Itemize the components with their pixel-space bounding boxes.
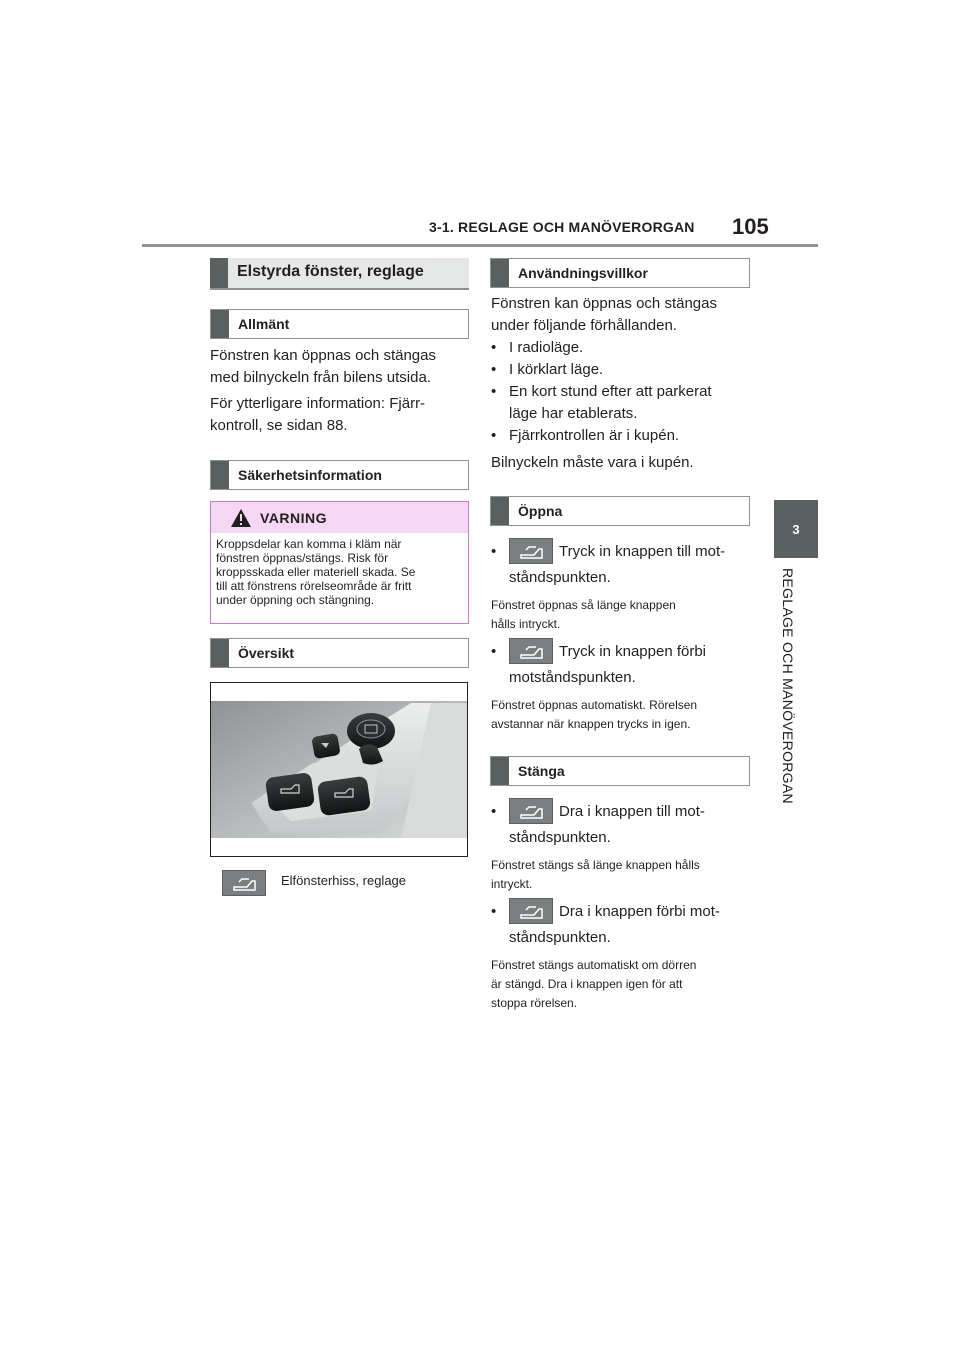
list-item [491,798,753,824]
chapter-tab-number: 3 [792,521,800,537]
list-item-text: I radioläge. [509,339,584,356]
chapter-tab [774,500,818,558]
bullet: • [491,361,497,378]
text-line: Fönstret stängs automatiskt om dörren [491,958,697,972]
bullet: • [491,427,497,444]
text-line: hålls intryckt. [491,617,561,631]
text-line: med bilnyckeln från bilens utsida. [210,369,431,386]
heading-marker [211,461,229,489]
window-switch-icon [509,638,553,664]
heading-marker [211,310,229,338]
text-line: Fönstret öppnas automatiskt. Rörelsen [491,698,698,712]
section-title-elstyrda [210,258,469,290]
list-item-text: Dra i knappen förbi mot- [559,902,720,920]
warning-line: Kroppsdelar kan komma i kläm när [216,537,402,551]
switch-panel-photo [210,682,468,857]
text-line: intryckt. [491,877,533,891]
heading-stanga-text: Stänga [518,763,565,779]
oppna-item-1-desc [491,596,753,634]
heading-anvandning [490,258,750,288]
warning-line: fönstren öppnas/stängs. Risk för [216,551,389,565]
section-marker [210,258,228,288]
list-item-continuation: ståndspunkten. [509,829,611,846]
text-line: stoppa rörelsen. [491,996,578,1010]
heading-sakerhet-text: Säkerhetsinformation [238,467,382,483]
bullet: • [491,902,497,920]
stanga-item-1-desc [491,856,753,894]
list-item-continuation: läge har etablerats. [509,405,638,422]
anvandning-text [491,293,753,474]
bullet: • [491,542,497,560]
chapter-tab-label: REGLAGE OCH MANÖVERORGAN [780,568,796,804]
warning-line: kroppsskada eller materiell skada. Se [216,565,416,579]
list-item-continuation: ståndspunkten. [509,929,611,946]
list-item [491,898,753,924]
text-line: avstannar när knappen trycks in igen. [491,717,691,731]
list-item-text: Dra i knappen till mot- [559,802,705,820]
heading-anvandning-text: Användningsvillkor [518,265,648,281]
section-title-text: Elstyrda fönster, reglage [237,263,424,280]
warning-line: under öppning och stängning. [216,593,375,607]
warning-header [211,502,468,533]
list-item-text: Fjärrkontrollen är i kupén. [509,427,680,444]
list-item-text: I körklart läge. [509,361,604,378]
text-line: Fönstren kan öppnas och stängas [491,295,717,312]
oppna-item-2-desc [491,696,753,734]
heading-stanga [490,756,750,786]
chapter-title: 3-1. REGLAGE OCH MANÖVERORGAN [429,219,695,235]
list-item-continuation: ståndspunkten. [509,569,611,586]
text-line: Fönstren kan öppnas och stängas [210,347,436,364]
text-line: För ytterligare information: Fjärr- [210,395,426,412]
bullet: • [491,339,497,356]
heading-marker [491,497,509,525]
bullet: • [491,802,497,820]
heading-sakerhet [210,460,469,490]
warning-box [210,501,469,624]
header-rule [142,244,818,247]
heading-oppna-text: Öppna [518,503,563,519]
list-item-text: Tryck in knappen förbi [559,642,707,660]
oppna-item-1 [491,538,753,634]
heading-oppna [490,496,750,526]
stanga-item-1 [491,798,753,894]
list-item-text: Tryck in knappen till mot- [559,542,726,560]
list-item [491,359,753,381]
heading-oversikt [210,638,469,668]
warning-line: till att fönstrens rörelseområde är fritt [216,579,412,593]
list-item [491,337,753,359]
text-line: Fönstret öppnas så länge knappen [491,598,676,612]
window-switch-icon [509,798,553,824]
heading-marker [211,639,229,667]
warning-triangle-icon [230,508,252,528]
window-switch-panel-illustration [211,683,467,856]
warning-text [216,537,464,607]
text-line: är stängd. Dra i knappen igen för att [491,977,683,991]
heading-marker [491,757,509,785]
bullet: • [491,383,497,400]
text-line: kontroll, se sidan 88. [210,417,348,434]
list-item [491,425,753,447]
window-switch-icon [509,898,553,924]
list-item-text: En kort stund efter att parkerat [509,383,712,400]
page-number: 105 [732,214,769,239]
oppna-item-2 [491,638,753,734]
heading-allmant-text: Allmänt [238,316,290,332]
text-line: under följande förhållanden. [491,317,677,334]
text-line: Bilnyckeln måste vara i kupén. [491,454,694,471]
heading-allmant [210,309,469,339]
list-item-continuation: motståndspunkten. [509,669,636,686]
bullet: • [491,642,497,660]
stanga-item-2 [491,898,753,1013]
stanga-item-2-desc [491,956,753,1013]
list-item [491,638,753,664]
list-item [491,381,753,403]
heading-marker [491,259,509,287]
figure-legend: Elfönsterhiss, reglage [281,873,407,888]
window-switch-icon [222,870,266,896]
list-item [491,538,753,564]
warning-title: VARNING [260,510,328,526]
text-line: Fönstret stängs så länge knappen hålls [491,858,700,872]
window-switch-icon [509,538,553,564]
heading-oversikt-text: Översikt [238,645,295,661]
allmant-paragraph [210,345,470,437]
